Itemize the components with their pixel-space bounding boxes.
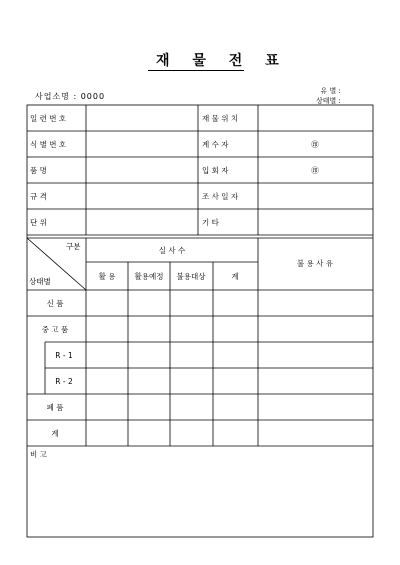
col-header-planned: 활용예정 (134, 272, 164, 281)
corner-top-label: 구분 (66, 242, 81, 251)
remarks-label: 비 고 (30, 450, 47, 459)
row-label-total: 계 (51, 429, 59, 438)
info-label-right: 입 회 자 (202, 166, 229, 175)
outer-frame (27, 105, 373, 537)
info-label-right: 재 물 위 치 (202, 114, 239, 123)
row-label-scrap: 폐 품 (46, 403, 64, 412)
status-label: 상태별 : (316, 97, 341, 105)
col-header-reason: 불 용 사 유 (296, 259, 334, 268)
info-label-right: 기 타 (202, 218, 219, 227)
row-label-new: 신 품 (46, 299, 64, 308)
row-label-used: 중 고 품 (41, 325, 69, 334)
seal-mark: ㊞ (311, 140, 319, 149)
info-label-left: 단 위 (30, 218, 47, 227)
info-label-left: 식 별 번 호 (30, 140, 67, 149)
row-label-r2: R - 2 (55, 377, 73, 386)
col-header-disposal: 불용대상 (176, 272, 206, 281)
group-header: 실 사 수 (158, 246, 186, 255)
col-header-use: 활 용 (98, 272, 116, 281)
info-label-left: 품 명 (30, 166, 47, 175)
info-label-left: 일 련 번 호 (30, 114, 67, 123)
corner-bottom-label: 상태별 (29, 277, 51, 286)
row-label-r1: R - 1 (55, 351, 73, 360)
info-label-right: 계 수 자 (202, 140, 229, 149)
info-label-right: 조 사 일 자 (202, 192, 239, 201)
office-name: 사업소명 : 0000 (35, 92, 106, 101)
col-header-total: 계 (231, 272, 239, 281)
seal-mark: ㊞ (311, 166, 319, 175)
info-label-left: 규 격 (30, 192, 47, 201)
form-title: 재 물 전 표 (156, 53, 288, 69)
division-label: 유 별 : (320, 87, 341, 95)
